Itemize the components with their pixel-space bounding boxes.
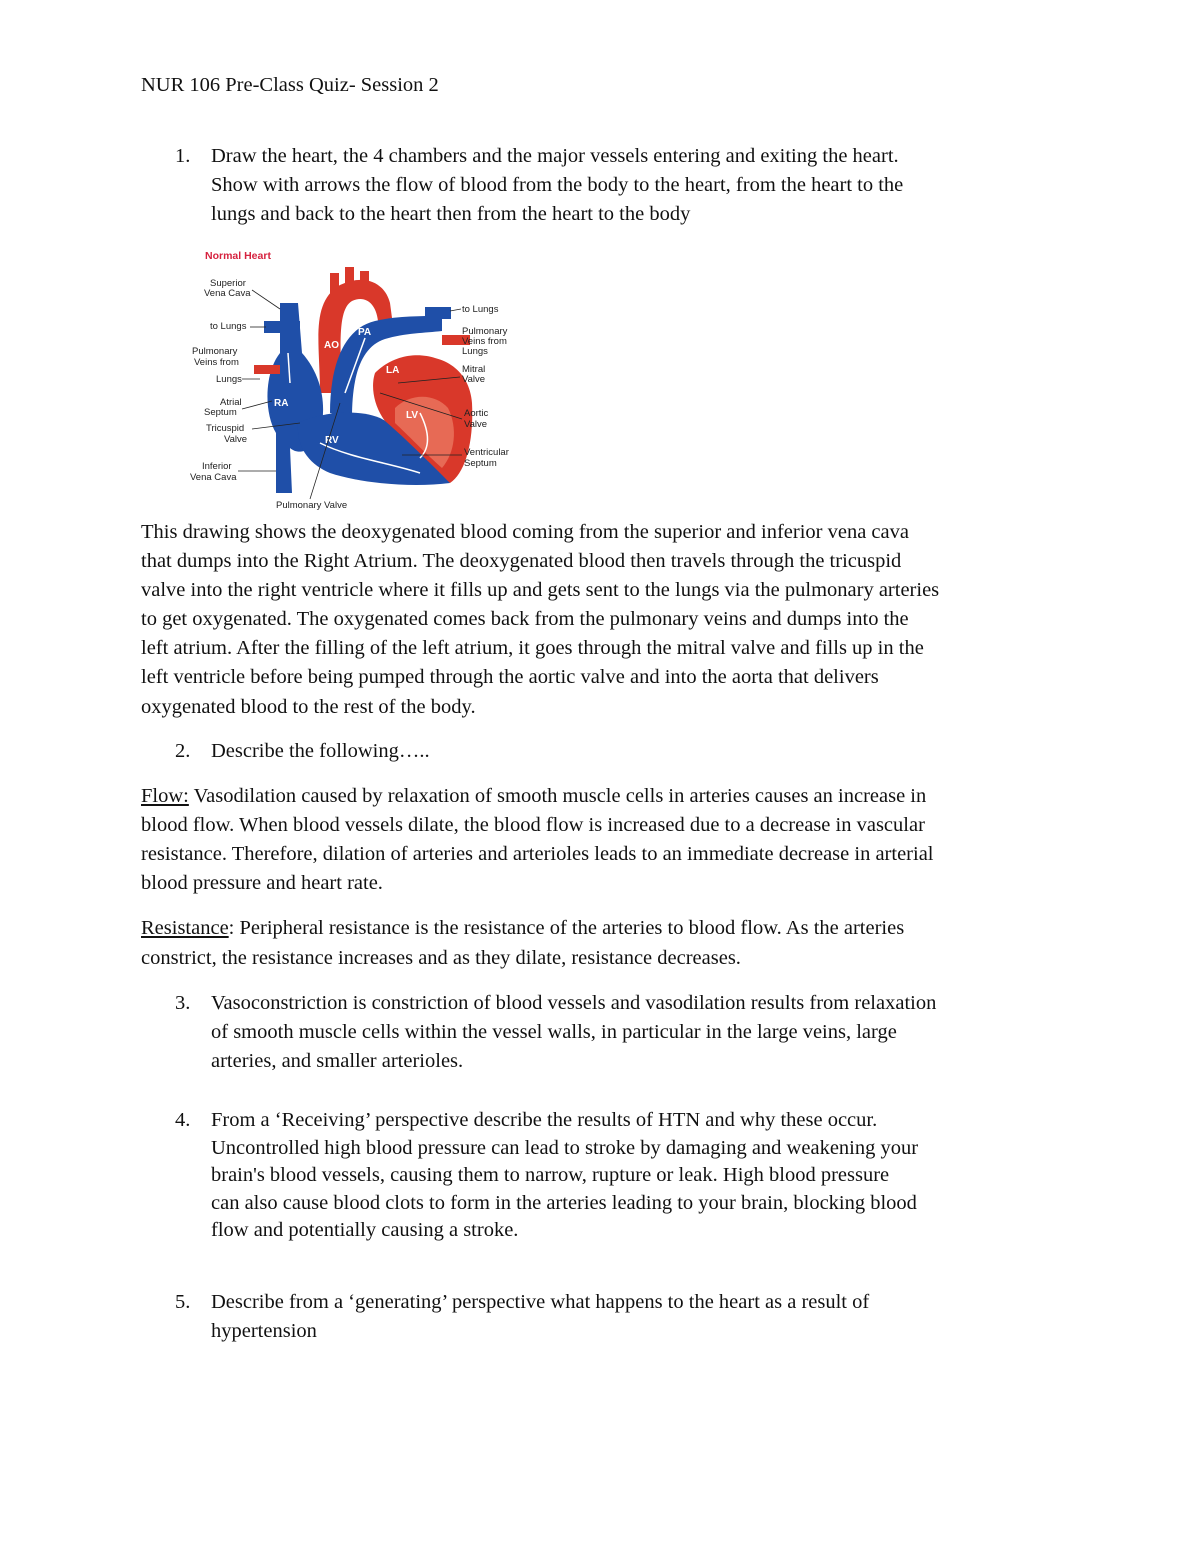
resistance-line-1 [141,914,904,944]
q1-line-3: lungs and back to the heart then from the heart to the body [211,203,691,225]
pa-to-lungs-left [264,321,300,333]
label-tricuspid-2: Valve [224,434,248,445]
chamber-rv: RV [325,435,339,446]
resistance-first-line: : Peripheral resistance is the resistance of the arteries to blood flow. As the arteries [228,917,905,939]
q2-number: 2. [175,740,191,762]
q4-line-5: flow and potentially causing a stroke. [211,1219,519,1241]
chamber-la: LA [386,365,400,376]
answer1-line-1: This drawing shows the deoxygenated blood coming from the superior and inferior vena cava [141,521,909,543]
aorta-branch-1 [330,273,339,295]
q1-line-1: Draw the heart, the 4 chambers and the major vessels entering and exiting the heart. [211,145,899,167]
answer1-line-3: valve into the right ventricle where it fills up and gets sent to the lungs via the pulmonary arteries [141,579,940,601]
label-pv-left-1: Pulmonary [192,346,238,357]
answer1-line-6: left ventricle before being pumped through the aortic valve and into the aorta that delivers [141,666,879,688]
heart-diagram [180,243,525,513]
resistance-label: Resistance [141,917,229,939]
document-header: NUR 106 Pre-Class Quiz- Session 2 [141,74,439,96]
label-atrial-1: Atrial [220,397,242,408]
leader-superior [252,290,280,309]
chamber-ao: AO [324,340,339,351]
chamber-pa: PA [358,327,372,338]
chamber-lv: LV [406,410,419,421]
label-mitral-1: Mitral [462,364,486,375]
flow-first-line: Vasodilation caused by relaxation of smooth muscle cells in arteries causes an increase in [188,785,927,807]
label-pv-right-2: Veins from [462,336,507,347]
label-pv-right-3: Lungs [462,346,488,357]
q4-line-1: From a ‘Receiving’ perspective describe the results of HTN and why these occur. [211,1109,878,1131]
label-mitral-2: Valve [462,374,486,385]
label-ventricular-2: Septum [464,458,497,469]
q3-number: 3. [175,992,191,1014]
answer1-line-7: oxygenated blood to the rest of the body. [141,696,476,718]
label-to-lungs-right: to Lungs [462,304,499,315]
flow-line-3: resistance. Therefore, dilation of arteries and arterioles leads to an immediate decrease in arterial [141,843,934,865]
aorta-branch-3 [360,271,369,293]
label-superior-2: Vena Cava [204,288,251,299]
flow-line-2: blood flow. When blood vessels dilate, the blood flow is increased due to a decrease in vascular [141,814,925,836]
diagram-title: Normal Heart [205,250,271,262]
q3-line-3: arteries, and smaller arterioles. [211,1050,464,1072]
answer1-line-2: that dumps into the Right Atrium. The deoxygenated blood then travels through the tricuspid [141,550,902,572]
resistance-line-2: constrict, the resistance increases and as they dilate, resistance decreases. [141,947,741,969]
chamber-ra: RA [274,398,289,409]
leader-atrial [242,401,272,409]
label-ventricular-1: Ventricular [464,447,509,458]
answer1-line-5: left atrium. After the filling of the left atrium, it goes through the mitral valve and fills up in the [141,637,924,659]
label-pulmonary-valve: Pulmonary Valve [276,500,348,511]
aorta-branch-2 [345,267,354,291]
q1-number: 1. [175,145,191,167]
pa-to-lungs-right [425,307,451,319]
label-atrial-2: Septum [204,407,237,418]
label-inferior-1: Inferior [202,461,232,472]
q2-text: Describe the following….. [211,740,430,762]
label-to-lungs-left: to Lungs [210,321,247,332]
q4-line-4: can also cause blood clots to form in the arteries leading to your brain, blocking blood [211,1192,917,1214]
label-tricuspid-1: Tricuspid [206,423,245,434]
leader-to-lungs-right [450,309,461,311]
label-superior-1: Superior [210,278,246,289]
q4-line-3: brain's blood vessels, causing them to narrow, rupture or leak. High blood pressure [211,1164,890,1186]
q3-line-1: Vasoconstriction is constriction of blood vessels and vasodilation results from relaxation [211,992,937,1014]
flow-line-1 [141,782,926,812]
q1-line-2: Show with arrows the flow of blood from the body to the heart, from the heart to the [211,174,904,196]
q5-line-1: Describe from a ‘generating’ perspective what happens to the heart as a result of [211,1291,870,1313]
q5-number: 5. [175,1291,191,1313]
pulmonary-veins-left-shape [254,365,280,374]
q4-line-2: Uncontrolled high blood pressure can lead to stroke by damaging and weakening your [211,1137,919,1159]
flow-label: Flow: [141,785,189,807]
q4-number: 4. [175,1109,191,1131]
label-pv-left-3: Lungs [216,374,242,385]
label-aortic-1: Aortic [464,408,489,419]
answer1-line-4: to get oxygenated. The oxygenated comes back from the pulmonary veins and dumps into the [141,608,909,630]
flow-line-4: blood pressure and heart rate. [141,872,383,894]
label-pv-right-1: Pulmonary [462,326,508,337]
label-pv-left-2: Veins from [194,357,239,368]
label-aortic-2: Valve [464,419,488,430]
q3-line-2: of smooth muscle cells within the vessel walls, in particular in the large veins, large [211,1021,897,1043]
label-inferior-2: Vena Cava [190,472,237,483]
q5-line-2: hypertension [211,1320,317,1342]
